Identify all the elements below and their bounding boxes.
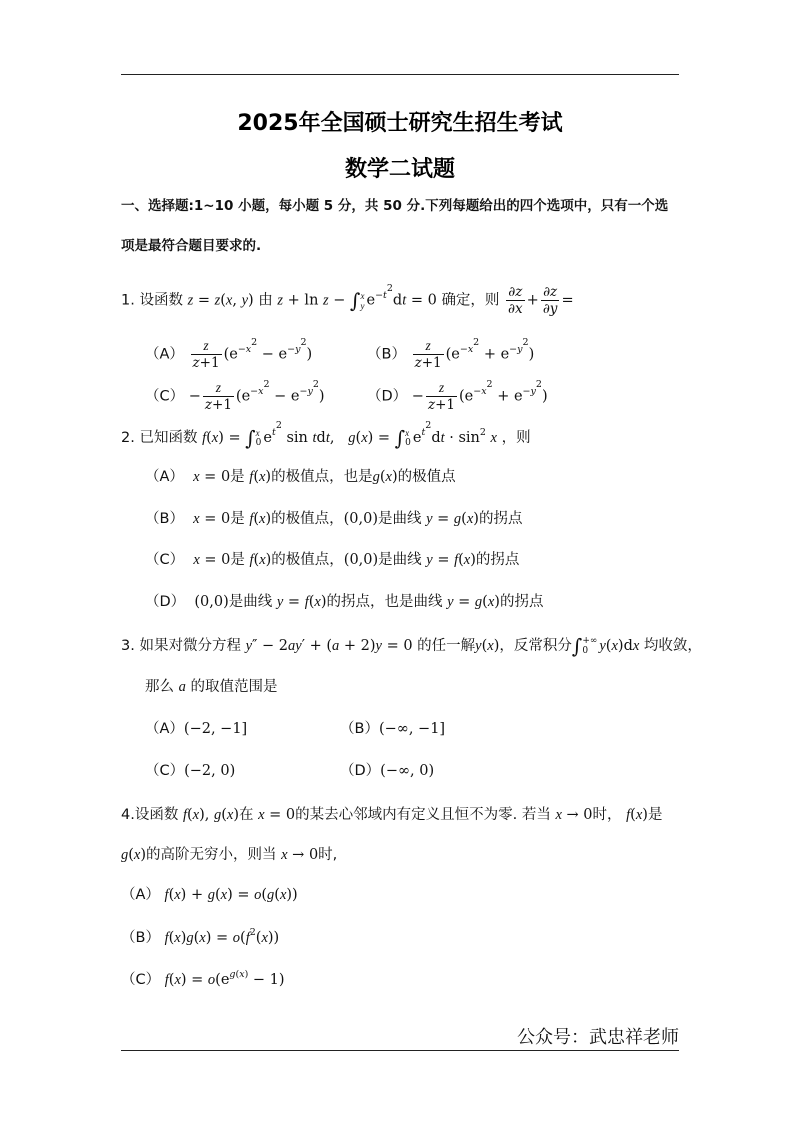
question-number: 1.	[121, 292, 135, 309]
q1-option-a[interactable]: （A） $\frac{z}{z+1}$ $(e^{-x^2} - e^{-y^2})$	[145, 336, 313, 371]
footer-watermark: 公众号：武忠祥老师	[517, 1027, 679, 1048]
question-2: 2. 已知函数 f(x) = ∫ x 0 $e^{t^2}$ sin tdt, g(x) = ∫ x 0 $e^{t^2}dt \cdot \sin^2 x$ ，则	[121, 420, 531, 450]
q4-line2: g(x)的高阶无穷小，则当 x → 0时,	[121, 847, 338, 863]
q1-option-b[interactable]: （B） $\frac{z}{z+1}$ $(e^{-x^2} + e^{-y^2})$	[367, 336, 535, 371]
q1-option-c[interactable]: （C） − $\frac{z}{z+1}$ $(e^{-x^2} - e^{-y^2})$	[145, 378, 325, 413]
exam-subtitle: 数学二试题	[344, 157, 455, 182]
q2-option-c[interactable]: （C） x = 0是 f(x)的极值点，(0,0)是曲线 y = f(x)的拐点	[145, 552, 520, 568]
question-number: 2.	[121, 430, 135, 446]
question-3: 3. 如果对微分方程 y″ − 2ay′ + (a + 2)y = 0 的任一解y(x)，反常积分∫ +∞ 0 y(x)dx 均收敛，	[121, 634, 702, 658]
question-1: 1. 设函数 z = z(x, y) 由 z + ln z − ∫ x y $e^{-t^2}dt = 0$ 确定，则 $\frac{\partial z}{\partial x}$ + $\frac{\partial z}{\partial y}$ =	[121, 282, 574, 317]
q3-option-d[interactable]: （D）(−∞, 0)	[340, 763, 435, 779]
top-rule	[121, 74, 679, 75]
q3-line2: 那么 a 的取值范围是	[145, 679, 278, 695]
math-expr: z	[187, 292, 194, 309]
q3-option-c[interactable]: （C）(−2, 0)	[145, 763, 236, 779]
section-instruction-line2: 项是最符合题目要求的.	[121, 238, 262, 254]
q4-option-a[interactable]: （A） f(x) + g(x) = o(g(x))	[121, 887, 298, 903]
q2-option-a[interactable]: （A） x = 0是 f(x)的极值点，也是g(x)的极值点	[145, 469, 456, 485]
q1-option-d[interactable]: （D） − $\frac{z}{z+1}$ $(e^{-x^2} + e^{-y^2})$	[367, 378, 548, 413]
section-instruction-line1: 一、选择题:1~10 小题，每小题 5 分，共 50 分.下列每题给出的四个选项中，只有一个选	[121, 198, 669, 214]
q2-option-d[interactable]: （D） (0,0)是曲线 y = f(x)的拐点，也是曲线 y = g(x)的拐点	[145, 594, 544, 610]
question-number: 4.	[121, 807, 135, 823]
q2-option-b[interactable]: （B） x = 0是 f(x)的极值点，(0,0)是曲线 y = g(x)的拐点	[145, 511, 523, 527]
question-4: 4.设函数 f(x), g(x)在 x = 0的某去心邻域内有定义且恒不为零. 若当 x → 0时， f(x)是	[121, 807, 663, 823]
q4-option-b[interactable]: （B） $f(x)g(x) = o(f^2(x))$	[121, 927, 280, 946]
bottom-rule	[121, 1050, 679, 1051]
q3-option-a[interactable]: （A）(−2, −1]	[145, 721, 248, 737]
question-number: 3.	[121, 638, 135, 654]
exam-title: 2025年全国硕士研究生招生考试	[237, 111, 563, 136]
q3-option-b[interactable]: （B）(−∞, −1]	[340, 721, 446, 737]
q4-option-c[interactable]: （C） $f(x) = o(e^{g(x)} - 1)$	[121, 969, 285, 988]
